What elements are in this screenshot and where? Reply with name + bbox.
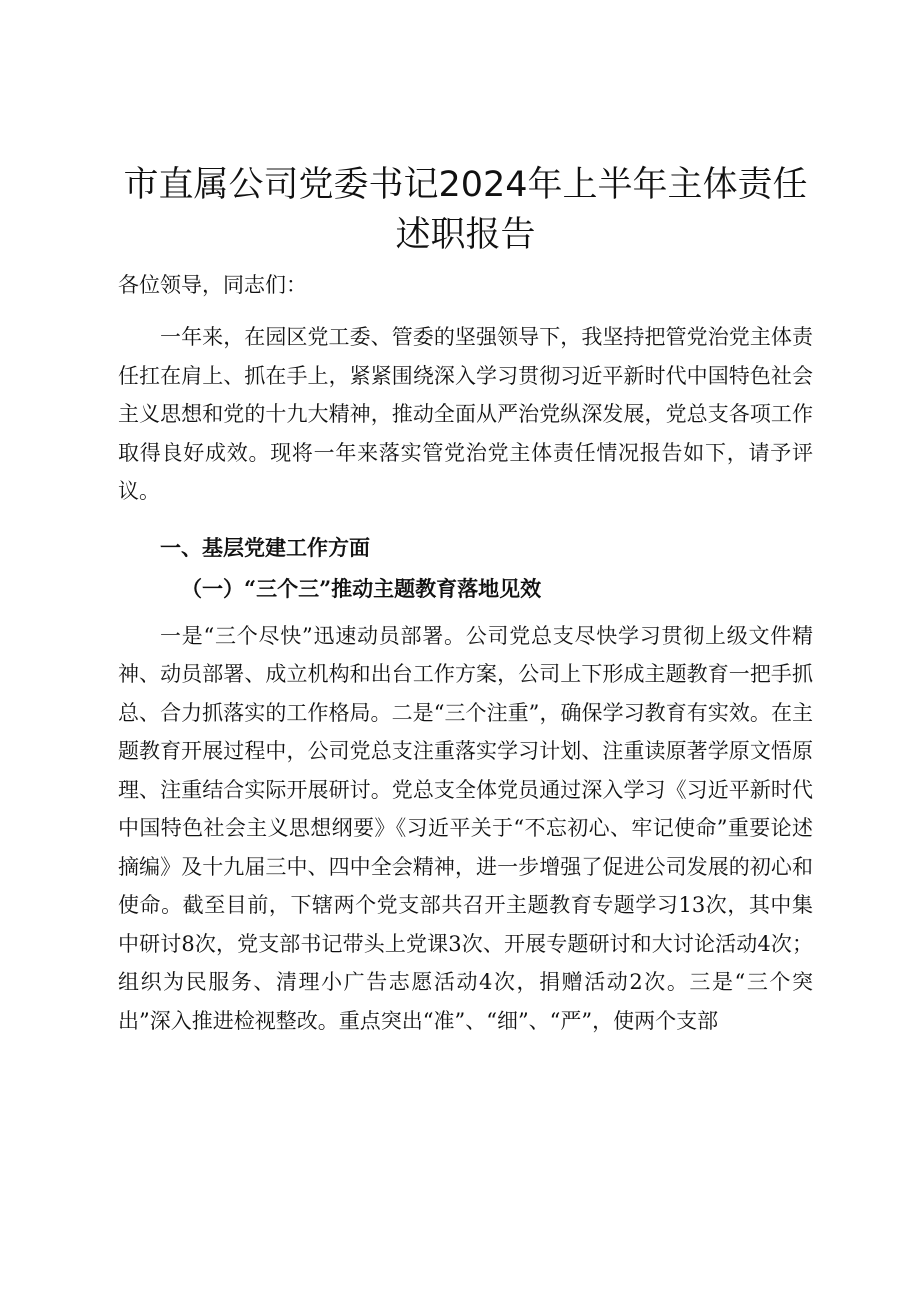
section-heading-1: 一、基层党建工作方面 (160, 534, 370, 560)
body-paragraph: 一是“三个尽快”迅速动员部署。公司党总支尽快学习贯彻上级文件精神、动员部署、成立机构和出台工作方案，公司上下形成主题教育一把手抓总、合力抓落实的工作格局。二是“三个注重”，确保学习教育有实效。在主题教育开展过程中，公司党总支注重落实学习计划、注重读原著学原文悟原理、注重结合实际开展研讨。党总支全体党员通过深入学习《习近平新时代中国特色社会主义思想纲要》《习近平关于“不忘初心、牢记使命”重要论述摘编》及十九届三中、四中全会精神，进一步增强了促进公司发展的初心和使命。截至目前，下辖两个党支部共召开主题教育专题学习13次，其中集中研讨8次，党支部书记带头上党课3次、开展专题研讨和大讨论活动4次；组织为民服务、清理小广告志愿活动4次，捐赠活动2次。三是“三个突出”深入推进检视整改。重点突出“准”、“细”、“严”，使两个支部 (118, 623, 813, 1033)
document-title (118, 160, 813, 260)
document-title-line-2: 述职报告 (395, 215, 536, 255)
document-title-line-1: 市直属公司党委书记2024年上半年主体责任 (123, 165, 808, 205)
subsection-heading-1: （一）“三个三”推动主题教育落地见效 (181, 575, 542, 601)
document-page (118, 160, 813, 1040)
salutation: 各位领导，同志们： (118, 273, 307, 297)
intro-paragraph: 一年来，在园区党工委、管委的坚强领导下，我坚持把管党治党主体责任扛在肩上、抓在手上，紧紧围绕深入学习贯彻习近平新时代中国特色社会主义思想和党的十九大精神，推动全面从严治党纵深发展，党总支各项工作取得良好成效。现将一年来落实管党治党主体责任情况报告如下，请予评议。 (118, 325, 813, 503)
